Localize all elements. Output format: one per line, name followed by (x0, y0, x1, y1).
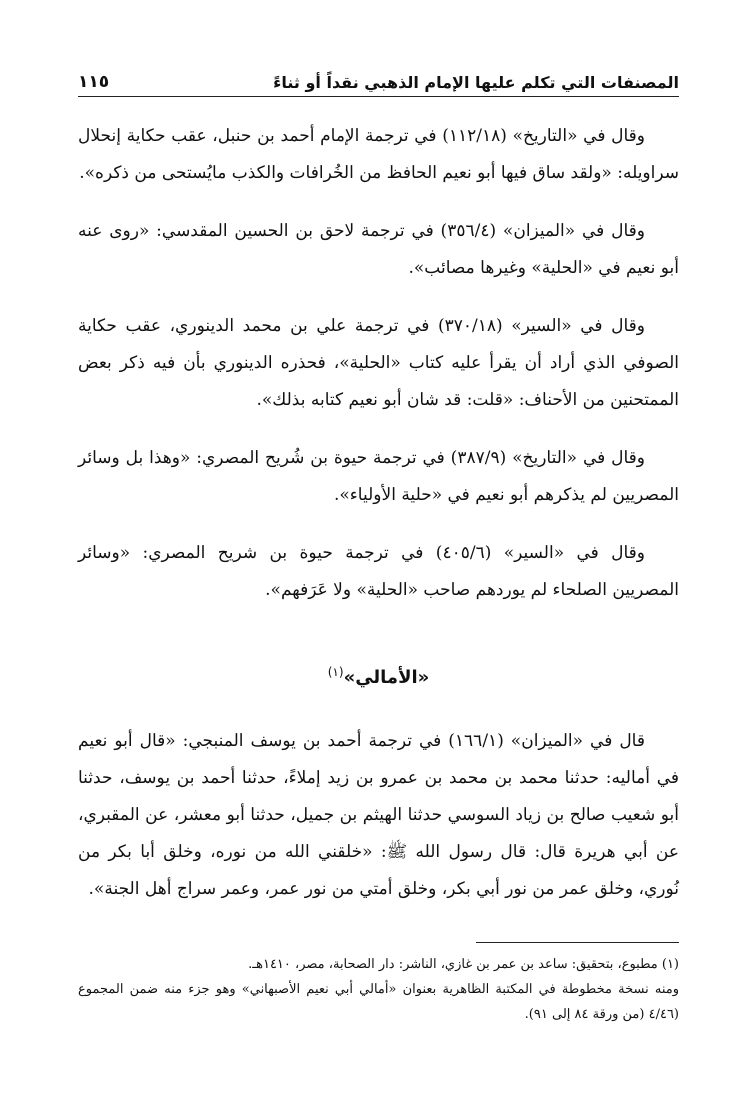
section-heading-text: «الأمالي» (343, 667, 430, 688)
running-title: المصنفات التي تكلم عليها الإمام الذهبي نقداً أو ثناءً (273, 73, 679, 92)
paragraph: وقال في «السير» (٣٧٠/١٨) في ترجمة علي بن محمد الدينوري، عقب حكاية الصوفي الذي أراد أن يقرأ عليه كتاب «الحلية»، فحذره الدينوري بأن فيه ذكر بعض الممتحنين من الأحناف: «قلت: قد شان أبو نعيم كتابه بذلك». (78, 316, 679, 410)
footnotes (78, 952, 679, 1027)
header-divider (78, 96, 679, 97)
main-text (78, 118, 679, 908)
paragraph: وقال في «الميزان» (٣٥٦/٤) في ترجمة لاحق بن الحسين المقدسي: «روى عنه أبو نعيم في «الحلية» وغيرها مصائب». (78, 221, 679, 278)
paragraph: وقال في «التاريخ» (١١٢/١٨) في ترجمة الإمام أحمد بن حنبل، عقب حكاية إنحلال سراويله: «ولقد ساق فيها أبو نعيم الحافظ من الخُرافات والكذب مايُستحى من ذكره». (78, 126, 679, 183)
footnote-continuation: ومنه نسخة مخطوطة في المكتبة الظاهرية بعنوان «أمالي أبي نعيم الأصبهاني» وهو جزء منه ضمن المجموع (٤/٤٦ (من ورقة ٨٤ إلى ٩١). (78, 982, 679, 1022)
paragraph: قال في «الميزان» (١٦٦/١) في ترجمة أحمد بن يوسف المنبجي: «قال أبو نعيم في أماليه: حدثنا محمد بن محمد بن عمرو بن زيد إملاءً، حدثنا أحمد بن يوسف، حدثنا أبو شعيب صالح بن زياد السوسي حدثنا الهيثم بن جميل، حدثنا أبو معشر، عن المقبري، عن أبي هريرة قال: قال رسول الله ﷺ: «خلقني الله من نوره، وخلق أبا بكر من نُوري، وخلق عمر من نور أبي بكر، وخلق أمتي من نور عمر، وعمر سراج أهل الجنة». (78, 731, 679, 899)
footnote-divider (476, 942, 679, 943)
section-heading (78, 657, 679, 693)
footnote: (١) مطبوع، بتحقيق: ساعد بن عمر بن غازي، الناشر: دار الصحابة، مصر، ١٤١٠هـ. (248, 957, 679, 972)
paragraph: وقال في «التاريخ» (٣٨٧/٩) في ترجمة حيوة بن شُريح المصري: «وهذا بل وسائر المصريين لم يذكرهم أبو نعيم في «حلية الأولياء». (78, 448, 679, 505)
paragraph: وقال في «السير» (٤٠٥/٦) في ترجمة حيوة بن شريح المصري: «وسائر المصريين الصلحاء لم يوردهم صاحب «الحلية» ولا عَرَفهم». (78, 543, 679, 600)
page-number: ١١٥ (78, 72, 110, 92)
footnote-reference: (١) (327, 665, 344, 679)
running-header (78, 58, 679, 92)
